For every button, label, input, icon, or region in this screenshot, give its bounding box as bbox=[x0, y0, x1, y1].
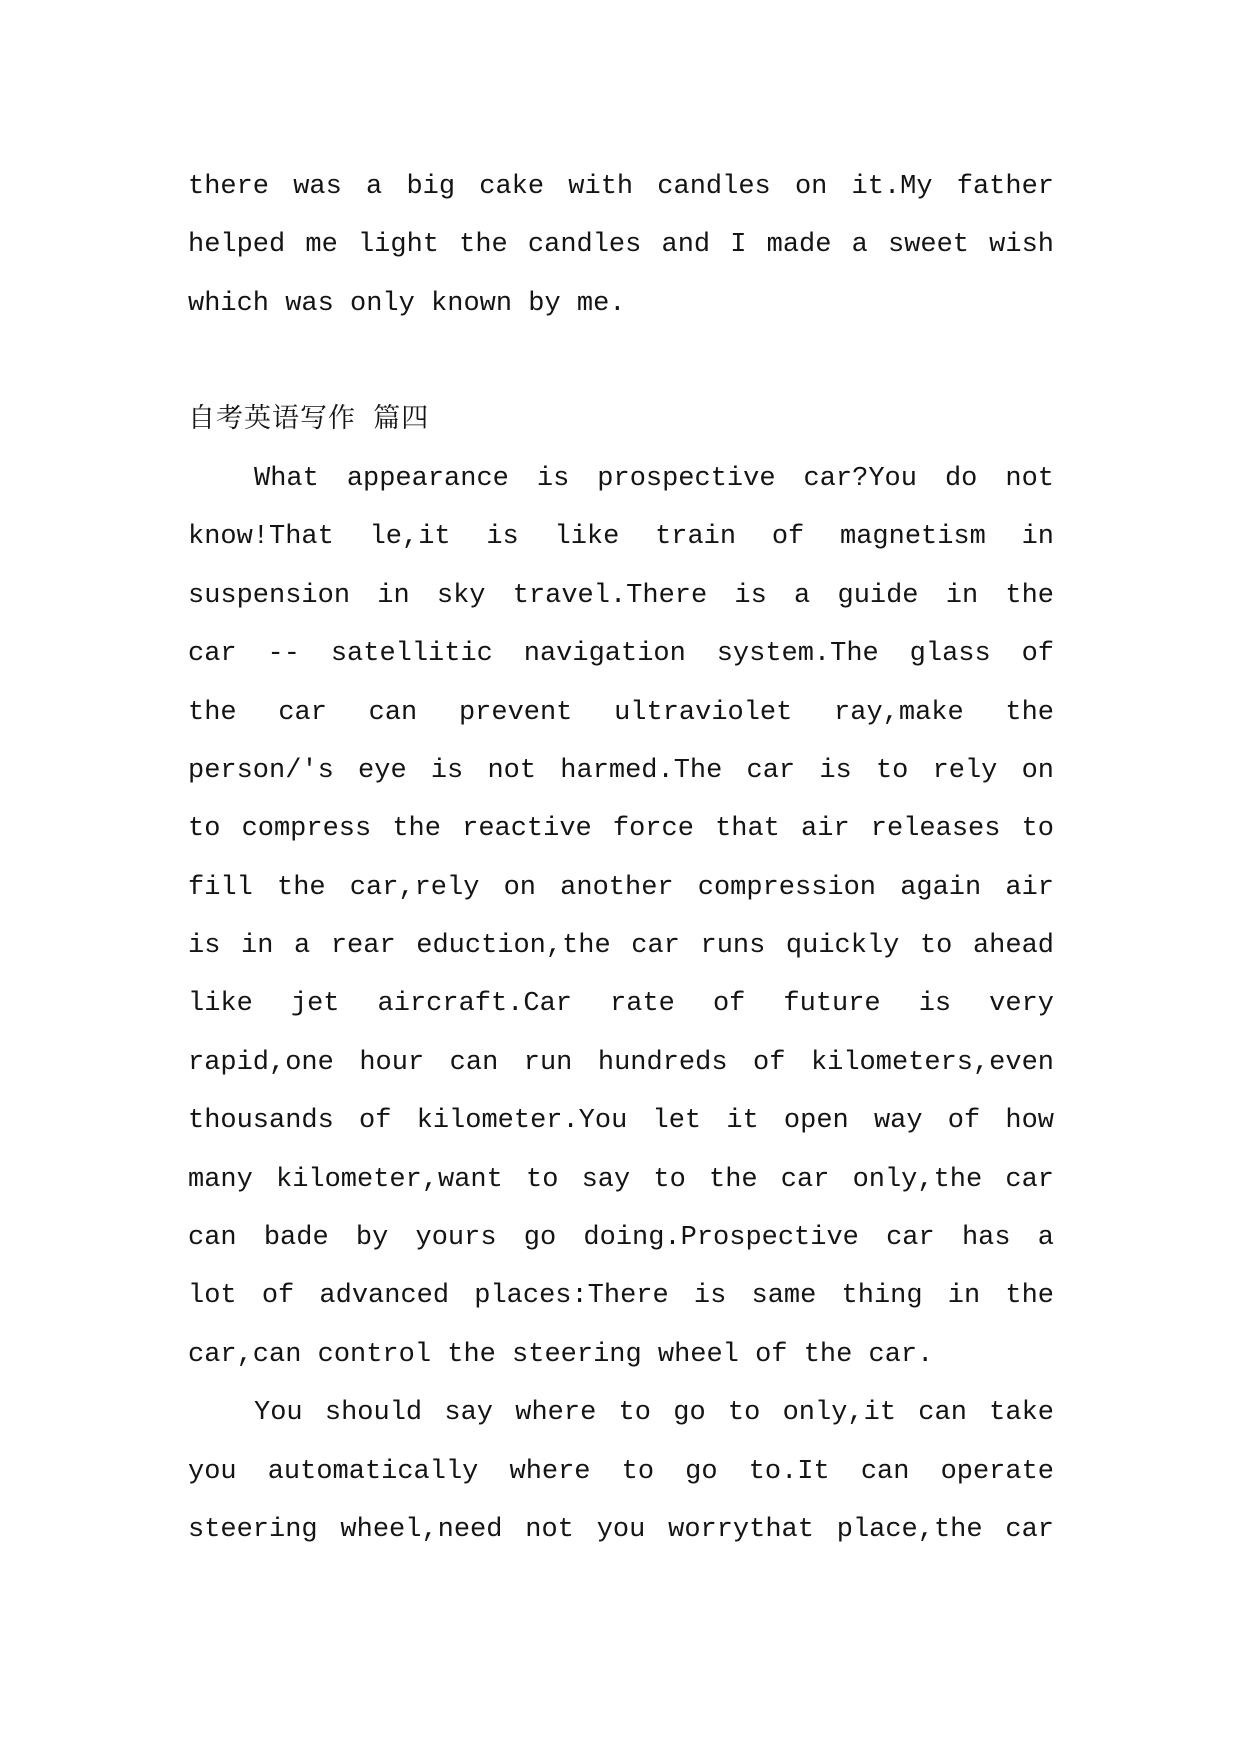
paragraph-line: car -- satellitic navigation system.The glass of bbox=[188, 639, 1054, 670]
paragraph-line: person/'s eye is not harmed.The car is to rely on bbox=[188, 755, 1054, 786]
body-paragraph-2 bbox=[188, 1384, 1054, 1559]
paragraph-line: there was a big cake with candles on it.My father bbox=[188, 172, 1054, 202]
paragraph-line: to compress the reactive force that air releases to bbox=[188, 814, 1054, 845]
paragraph-line: rapid,one hour can run hundreds of kilometers,even bbox=[188, 1047, 1054, 1078]
document-page bbox=[188, 158, 1054, 1559]
paragraph-line: you automatically where to go to.It can operate bbox=[188, 1456, 1054, 1487]
paragraph-line: You should say where to go to only,it can take bbox=[254, 1398, 1054, 1429]
paragraph-line: know!That le,it is like train of magnetism in bbox=[188, 522, 1054, 553]
paragraph-line: steering wheel,need not you worrythat place,the car bbox=[188, 1514, 1054, 1545]
paragraph-line: car,can control the steering wheel of the car. bbox=[188, 1339, 934, 1370]
body-paragraph-1 bbox=[188, 450, 1054, 1384]
paragraph-line: like jet aircraft.Car rate of future is very bbox=[188, 989, 1054, 1020]
section-heading: 自考英语写作 篇四 bbox=[188, 405, 430, 436]
paragraph-line: lot of advanced places:There is same thing in the bbox=[188, 1281, 1054, 1312]
paragraph-line: helped me light the candles and I made a sweet wish bbox=[188, 230, 1054, 261]
paragraph-line: fill the car,rely on another compression again air bbox=[188, 872, 1054, 903]
paragraph-line: suspension in sky travel.There is a guide in the bbox=[188, 580, 1054, 611]
paragraph-line: the car can prevent ultraviolet ray,make the bbox=[188, 697, 1054, 728]
paragraph-line: What appearance is prospective car?You do not bbox=[254, 463, 1054, 494]
paragraph-line: is in a rear eduction,the car runs quickly to ahead bbox=[188, 931, 1054, 962]
paragraph-line: which was only known by me. bbox=[188, 288, 626, 319]
paragraph-line: can bade by yours go doing.Prospective car has a bbox=[188, 1223, 1054, 1254]
paragraph-line: many kilometer,want to say to the car only,the car bbox=[188, 1164, 1054, 1195]
intro-paragraph bbox=[188, 158, 1054, 333]
paragraph-line: thousands of kilometer.You let it open way of how bbox=[188, 1106, 1054, 1137]
